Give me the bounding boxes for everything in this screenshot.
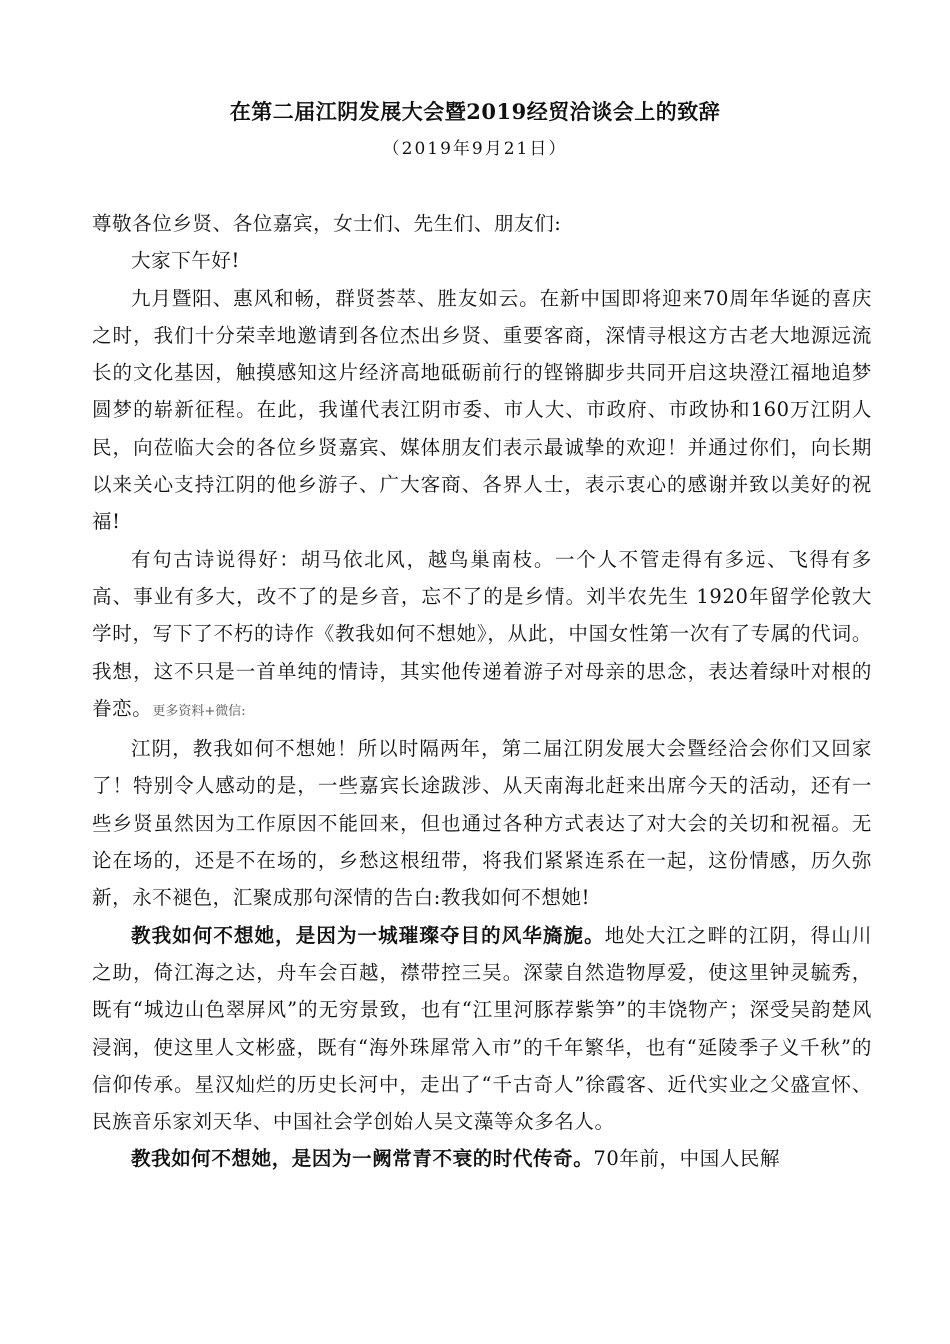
document-title: 在第二届江阴发展大会暨2019经贸洽谈会上的致辞 bbox=[229, 99, 721, 124]
salutation: 尊敬各位乡贤、各位嘉宾，女士们、先生们、朋友们: bbox=[92, 212, 562, 235]
greeting: 大家下午好! bbox=[131, 249, 240, 273]
paragraph-4-text: 地处大江之畔的江阴，得山川之助，倚江海之达，舟车会百越，襟带控三吴。深蒙自然造物厚爱，使这里钟灵毓秀，既有“城边山色翠屏风”的无穷景致，也有“江里河豚荐紫笋”的丰饶物产；深受吴韵楚风浸润，使这里人文彬盛，既有“海外珠犀常入市”的千年繁华，也有“延陵季子义千秋”的信仰传承。星汉灿烂的历史长河中，走出了“千古奇人”徐霞客、近代实业之父盛宣怀、民族音乐家刘天华、中国社会学创始人吴文藻等众多名人。 bbox=[92, 923, 872, 1134]
paragraph-3: 江阴，教我如何不想她！所以时隔两年，第二届江阴发展大会暨经洽会你们又回家了！特别令人感动的是，一些嘉宾长途跋涉、从天南海北赶来出席今天的活动，还有一些乡贤虽然因为工作原因不能回来，但也通过各种方式表达了对大会的关切和祝福。无论在场的，还是不在场的，乡愁这根纽带，将我们紧紧连系在一起，这份情感，历久弥新，永不褪色，汇聚成那句深情的告白:教我如何不想她! bbox=[92, 737, 872, 910]
paragraph-2-text: 有句古诗说得好：胡马依北风，越鸟巢南枝。一个人不管走得有多远、飞得有多高、事业有多大，改不了的是乡音，忘不了的是乡情。刘半农先生 1920年留学伦敦大学时，写下了不朽的诗作《教我如何不想她》，从此，中国女性第一次有了专属的代词。我想，这不只是一首单纯的情诗，其实他传递着游子对母亲的思念，表达着绿叶对根的眷恋。 bbox=[92, 547, 872, 720]
paragraph-2 bbox=[92, 541, 872, 730]
paragraph-4 bbox=[92, 917, 872, 1141]
paragraph-5 bbox=[92, 1140, 872, 1177]
paragraph-5-text: 70年前，中国人民解 bbox=[593, 1147, 781, 1171]
contact-note: 更多资料+微信: bbox=[152, 703, 246, 719]
paragraph-4-heading: 教我如何不想她，是因为一城璀璨夺目的风华旖旎。 bbox=[131, 923, 605, 947]
paragraph-1: 九月暨阳、惠风和畅，群贤荟萃、胜友如云。在新中国即将迎来70周年华诞的喜庆之时，我们十分荣幸地邀请到各位杰出乡贤、重要客商，深情寻根这方古老大地源远流长的文化基因，触摸感知这片经济高地砥砺前行的铿锵脚步共同开启这块澄江福地追梦圆梦的崭新征程。在此，我谨代表江阴市委、市人大、市政府、市政协和160万江阴人民，向莅临大会的各位乡贤嘉宾、媒体朋友们表示最诚挚的欢迎！并通过你们，向长期以来关心支持江阴的他乡游子、广大客商、各界人士，表示衷心的感谢并致以美好的祝福! bbox=[92, 286, 872, 534]
document-body bbox=[92, 205, 872, 1178]
paragraph-5-heading: 教我如何不想她，是因为一阙常青不衰的时代传奇。 bbox=[131, 1147, 594, 1171]
document-date: （2019年9月21日） bbox=[382, 139, 568, 159]
